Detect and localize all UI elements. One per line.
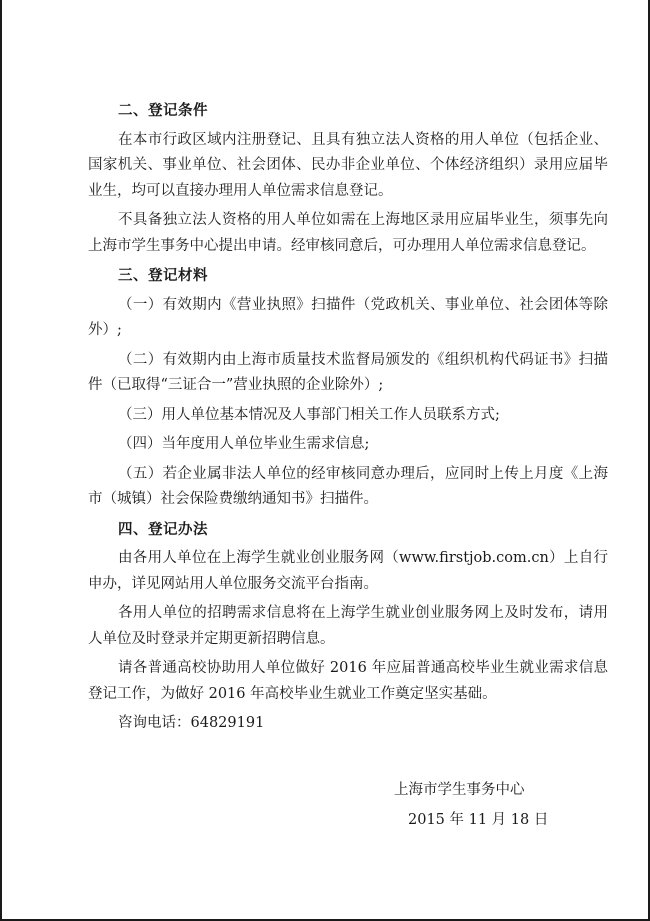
paragraph: 由各用人单位在上海学生就业创业服务网（www.firstjob.com.cn）上自行申办，详见网站用人单位服务交流平台指南。 (88, 550, 608, 592)
contact-phone: 咨询电话：64829191 (118, 715, 265, 731)
list-item: （五）若企业属非法人单位的经审核同意办理后，应同时上传上月度《上海市（城镇）社会保险费缴纳通知书》扫描件。 (88, 465, 608, 507)
list-item: （四）当年度用人单位毕业生需求信息; (118, 436, 370, 452)
document-body (88, 98, 608, 741)
signature-organization: 上海市学生事务中心 (394, 782, 525, 798)
section-heading-registration-materials: 三、登记材料 (118, 267, 208, 284)
list-item: （三）用人单位基本情况及人事部门相关工作人员联系方式; (118, 406, 500, 423)
paragraph: 请各普通高校协助用人单位做好 2016 年应届普通高校毕业生就业需求信息登记工作，为做好 2016 年高校毕业生就业工作奠定坚实基础。 (88, 660, 608, 702)
page-border-left (0, 0, 2, 921)
paragraph: 各用人单位的招聘需求信息将在上海学生就业创业服务网上及时发布，请用人单位及时登录并定期更新招聘信息。 (88, 605, 608, 647)
section-heading-registration-conditions: 二、登记条件 (118, 102, 208, 119)
list-item: （二）有效期内由上海市质量技术监督局颁发的《组织机构代码证书》扫描件（已取得“三证合一”营业执照的企业除外）; (88, 351, 608, 393)
paragraph: 不具备独立法人资格的用人单位如需在上海地区录用应届毕业生，须事先向上海市学生事务中心提出申请。经审核同意后，可办理用人单位需求信息登记。 (88, 212, 608, 254)
list-item: （一）有效期内《营业执照》扫描件（党政机关、事业单位、社会团体等除外）; (88, 296, 608, 338)
paragraph: 在本市行政区域内注册登记、且具有独立法人资格的用人单位（包括企业、国家机关、事业单位、社会团体、民办非企业单位、个体经济组织）录用应届毕业生，均可以直接办理用人单位需求信息登记。 (88, 131, 608, 199)
section-heading-registration-method: 四、登记办法 (118, 520, 208, 538)
signature-date: 2015 年 11 月 18 日 (408, 812, 549, 828)
